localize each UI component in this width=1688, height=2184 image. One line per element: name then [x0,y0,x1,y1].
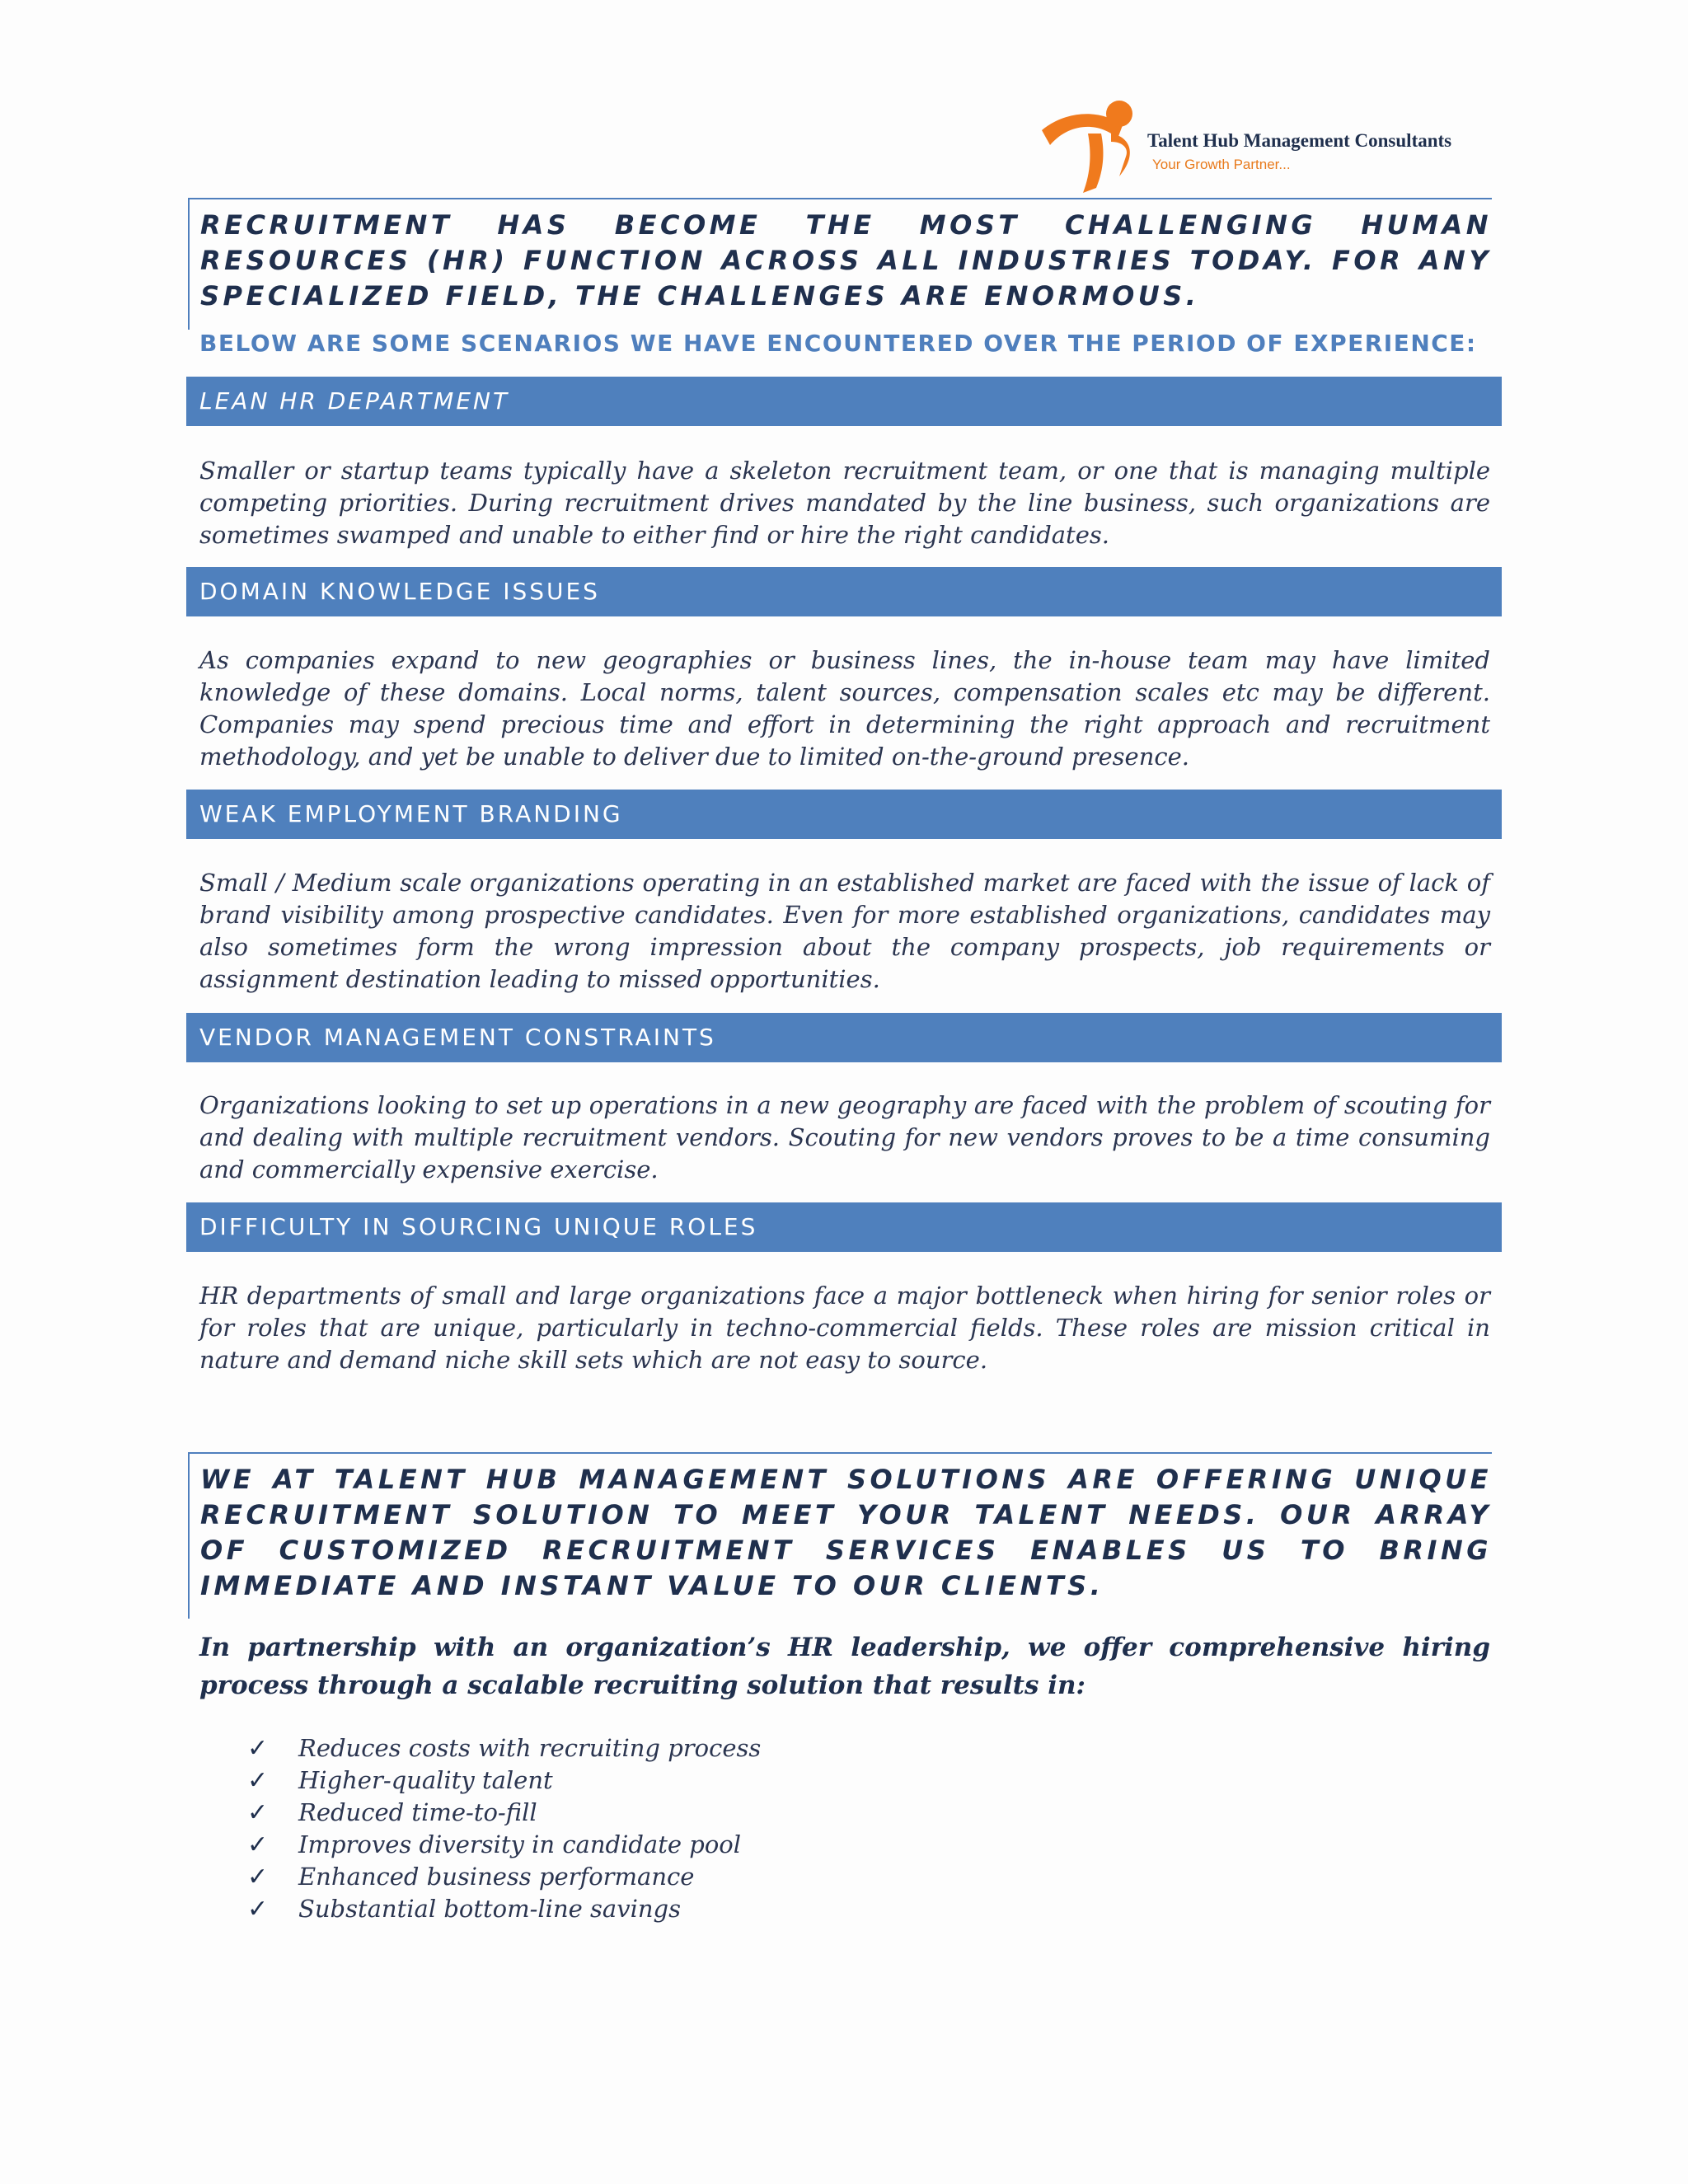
section-bar-vendor-management: VENDOR MANAGEMENT CONSTRAINTS [186,1013,1502,1062]
intro-callout [188,198,1492,330]
section-bar-employment-branding: WEAK EMPLOYMENT BRANDING [186,790,1502,839]
section-body-vendor-management: Organizations looking to set up operations in a new geography are faced with the problem of scouting for and dealing with multiple recruitment vendors. Scouting for new vendors proves to be a time consuming and commercially expensive exercise. [199,1091,1490,1183]
benefit-text: Substantial bottom-line savings [298,1895,681,1923]
benefit-text: Reduced time-to-fill [298,1798,537,1826]
section-body-employment-branding: Small / Medium scale organizations operating in an established market are faced with the issue of lack of brand visibility among prospective candidates. Even for more established organizations, candidates may also sometimes form the wrong impression about the company prospects, job requirements or assignment destination leading to missed opportunities. [199,869,1490,993]
company-logo [1040,97,1502,196]
benefit-text: Improves diversity in candidate pool [298,1830,742,1858]
benefits-list [247,1732,761,1925]
benefit-text: Enhanced business performance [298,1863,695,1891]
section-bar-domain-knowledge: DOMAIN KNOWLEDGE ISSUES [186,567,1502,616]
checkmark-icon: ✓ [247,1798,269,1827]
section-bar-lean-hr: LEAN HR DEPARTMENT [186,377,1502,426]
section-body-lean-hr: Smaller or startup teams typically have a skeleton recruitment team, or one that is managing multiple competing priorities. During recruitment drives mandated by the line business, such organizations are sometimes swamped and unable to either find or hire the right candidates. [199,457,1490,549]
company-tagline: Your Growth Partner... [1152,157,1291,172]
offer-callout-text: WE AT TALENT HUB MANAGEMENT SOLUTIONS ARE OFFERING UNIQUE RECRUITMENT SOLUTION TO MEET YOUR TALENT NEEDS. OUR ARRAY OF CUSTOMIZED RECRUITMENT SERVICES ENABLES US TO BRING IMMEDIATE AND INSTANT VALUE TO OUR CLIENTS. [200,1464,1492,1601]
checkmark-icon: ✓ [247,1766,269,1795]
list-item [247,1893,761,1925]
company-name: Talent Hub Management Consultants [1147,130,1452,151]
section-body-unique-roles: HR departments of small and large organizations face a major bottleneck when hiring for senior roles or for roles that are unique, particularly in techno-commercial fields. These roles are mission critical in nature and demand niche skill sets which are not easy to source. [199,1282,1490,1374]
intro-callout-text: RECRUITMENT HAS BECOME THE MOST CHALLENGING HUMAN RESOURCES (HR) FUNCTION ACROSS ALL INDUSTRIES TODAY. FOR ANY SPECIALIZED FIELD, THE CHALLENGES ARE ENORMOUS. [200,209,1492,312]
checkmark-icon: ✓ [247,1863,269,1891]
partnership-intro: In partnership with an organization’s HR leadership, we offer comprehensive hiring process through a scalable recruiting solution that results in: [199,1633,1490,1700]
list-item [247,1765,761,1797]
list-item [247,1732,761,1765]
section-body-domain-knowledge: As companies expand to new geographies or business lines, the in-house team may have limited knowledge of these domains. Local norms, talent sources, compensation scales etc may be different. Companies may spend precious time and effort in determining the right approach and recruitment methodology, and yet be unable to deliver due to limited on-the-ground presence. [199,646,1490,771]
checkmark-icon: ✓ [247,1830,269,1859]
section-bar-unique-roles: DIFFICULTY IN SOURCING UNIQUE ROLES [186,1202,1502,1252]
list-item [247,1829,761,1861]
person-logo-icon [1040,97,1147,196]
offer-callout [188,1452,1492,1619]
benefit-text: Reduces costs with recruiting process [298,1734,762,1762]
checkmark-icon: ✓ [247,1895,269,1924]
list-item [247,1797,761,1829]
benefit-text: Higher-quality talent [298,1766,553,1794]
list-item [247,1861,761,1893]
scenarios-heading: BELOW ARE SOME SCENARIOS WE HAVE ENCOUNTERED OVER THE PERIOD OF EXPERIENCE: [199,330,1477,357]
checkmark-icon: ✓ [247,1734,269,1763]
